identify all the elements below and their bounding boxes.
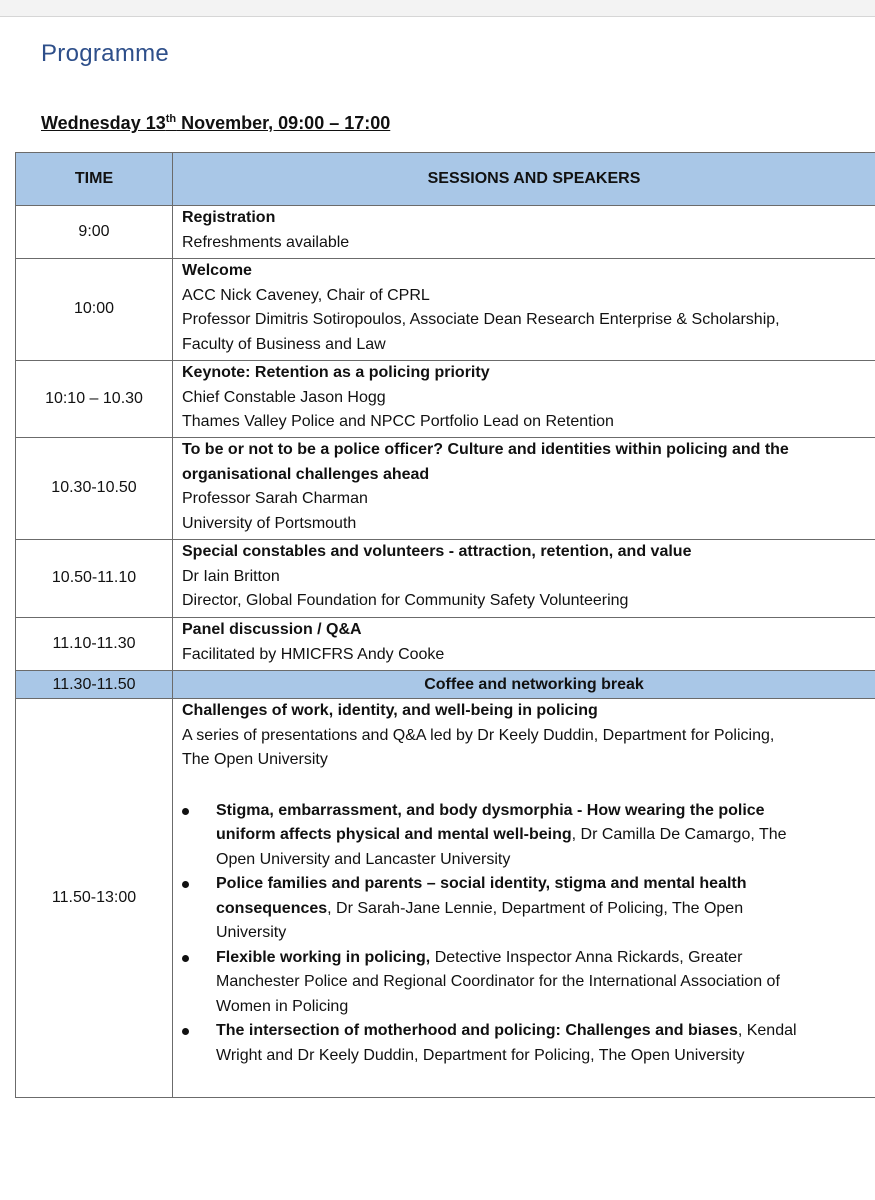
time-column-header: TIME xyxy=(16,153,173,206)
session-cell xyxy=(173,618,875,671)
time-cell: 11.50-13:00 xyxy=(16,699,173,1098)
session-cell xyxy=(173,361,875,438)
session-line: Chief Constable Jason Hogg xyxy=(182,388,386,406)
session-title: Welcome xyxy=(182,262,252,279)
presentation-speaker: Wright and Dr Keely Duddin, Department for Policing, The Open University xyxy=(216,1046,745,1064)
table-header-row xyxy=(16,153,875,206)
table-row xyxy=(16,206,875,259)
session-line: Professor Dimitris Sotiropoulos, Associate Dean Research Enterprise & Scholarship, xyxy=(182,311,780,328)
time-cell: 10.30-10.50 xyxy=(16,438,173,540)
session-line: Faculty of Business and Law xyxy=(182,335,386,353)
event-date xyxy=(41,113,390,134)
table-row xyxy=(16,361,875,438)
session-line: A series of presentations and Q&A led by Dr Keely Duddin, Department for Policing, xyxy=(182,726,775,744)
presentation-speaker: Women in Policing xyxy=(216,997,349,1015)
session-cell xyxy=(173,259,875,361)
presentation-title: Stigma, embarrassment, and body dysmorphia - How wearing the police xyxy=(216,801,765,819)
presentation-title: The intersection of motherhood and policing: Challenges and biases xyxy=(216,1022,738,1039)
break-label: Coffee and networking break xyxy=(173,671,875,699)
table-row xyxy=(16,438,875,540)
sessions-column-header: SESSIONS AND SPEAKERS xyxy=(173,153,875,206)
presentation-speaker: , Dr Camilla De Camargo, The xyxy=(571,826,787,843)
time-cell: 10.50-11.10 xyxy=(16,540,173,618)
session-line: Dr Iain Britton xyxy=(182,567,280,585)
session-title: Registration xyxy=(182,209,276,226)
presentation-speaker: Detective Inspector Anna Rickards, Greater xyxy=(430,948,743,966)
session-cell xyxy=(173,438,875,540)
bullet-icon xyxy=(182,808,189,815)
session-line: ACC Nick Caveney, Chair of CPRL xyxy=(182,286,430,304)
session-cell xyxy=(173,699,875,1098)
time-cell: 10:10 – 10.30 xyxy=(16,361,173,438)
session-cell xyxy=(173,540,875,618)
list-item xyxy=(182,946,875,1020)
presentation-speaker: Manchester Police and Regional Coordinator for the International Association of xyxy=(216,973,780,990)
list-item xyxy=(182,1019,875,1068)
date-day: Wednesday 13 xyxy=(41,113,166,133)
presentation-title: Police families and parents – social identity, stigma and mental health xyxy=(216,875,747,892)
time-cell: 11.10-11.30 xyxy=(16,618,173,671)
presentation-title: Flexible working in policing, xyxy=(216,948,431,966)
session-line: Refreshments available xyxy=(182,233,350,251)
date-suffix: th xyxy=(165,113,177,125)
session-line: University of Portsmouth xyxy=(182,514,357,532)
list-item xyxy=(182,872,875,946)
page-title: Programme xyxy=(41,40,170,67)
table-row xyxy=(16,540,875,618)
session-cell xyxy=(173,206,875,259)
session-line: Facilitated by HMICFRS Andy Cooke xyxy=(182,645,445,663)
bullet-icon xyxy=(182,881,189,888)
table-row xyxy=(16,259,875,361)
presentation-title: consequences xyxy=(216,899,328,917)
session-line: The Open University xyxy=(182,751,328,768)
list-item xyxy=(182,799,875,873)
spacer xyxy=(182,773,875,799)
presentation-title: uniform affects physical and mental well-being xyxy=(216,826,572,843)
session-title-line: organisational challenges ahead xyxy=(182,465,430,483)
table-row xyxy=(16,618,875,671)
break-row xyxy=(16,671,875,699)
presentation-speaker: University xyxy=(216,924,287,941)
date-rest: November, 09:00 – 17:00 xyxy=(176,113,391,133)
time-cell: 11.30-11.50 xyxy=(16,671,173,699)
presentation-speaker: Open University and Lancaster University xyxy=(216,850,511,868)
presentation-list xyxy=(182,799,875,1069)
viewer-top-bar xyxy=(0,0,875,17)
bullet-icon xyxy=(182,1028,189,1035)
presentation-speaker: , Kendal xyxy=(737,1022,797,1039)
session-line: Professor Sarah Charman xyxy=(182,490,368,507)
bullet-icon xyxy=(182,955,189,962)
time-cell: 9:00 xyxy=(16,206,173,259)
session-line: Thames Valley Police and NPCC Portfolio Lead on Retention xyxy=(182,413,614,430)
programme-table xyxy=(15,152,875,1098)
time-cell: 10:00 xyxy=(16,259,173,361)
session-title: Keynote: Retention as a policing priority xyxy=(182,364,490,381)
session-line: Director, Global Foundation for Community Safety Volunteering xyxy=(182,592,629,609)
table-row xyxy=(16,699,875,1098)
presentation-speaker: , Dr Sarah-Jane Lennie, Department of Policing, The Open xyxy=(327,899,744,917)
session-title-line: To be or not to be a police officer? Culture and identities within policing and the xyxy=(182,441,789,458)
session-title: Special constables and volunteers - attraction, retention, and value xyxy=(182,543,692,560)
session-title: Panel discussion / Q&A xyxy=(182,621,362,638)
session-title: Challenges of work, identity, and well-being in policing xyxy=(182,702,598,719)
